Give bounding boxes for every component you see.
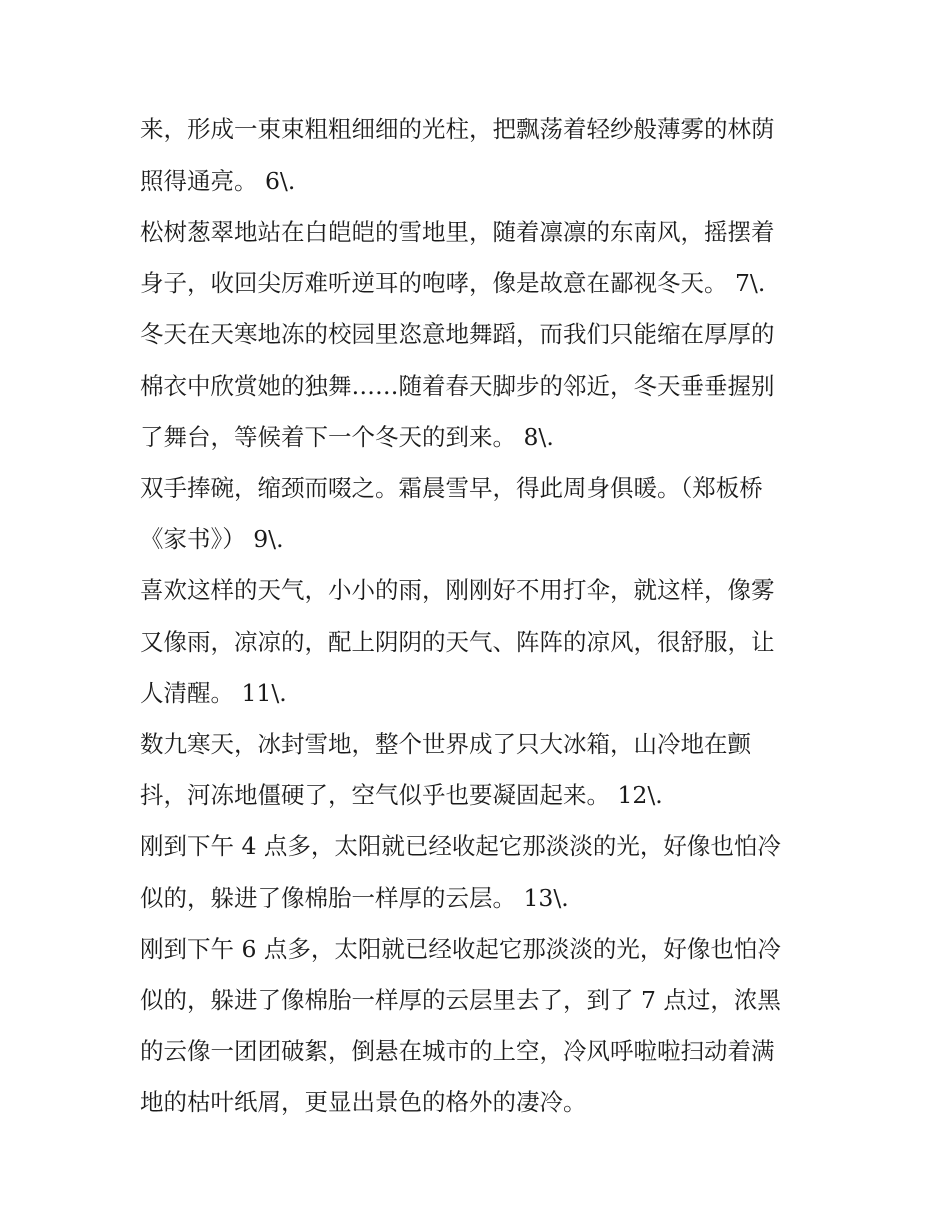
text-line: 冬天在天寒地冻的校园里恣意地舞蹈，而我们只能缩在厚厚的	[140, 320, 775, 348]
text-line: 刚到下午 4 点多，太阳就已经收起它那淡淡的光，好像也怕冷	[140, 832, 781, 860]
text-line: 抖，河冻地僵硬了，空气似乎也要凝固起来。 12\.	[140, 781, 663, 809]
text-line: 地的枯叶纸屑，更显出景色的格外的凄冷。	[140, 1088, 587, 1116]
text-line: 似的，躲进了像棉胎一样厚的云层。 13\.	[140, 884, 569, 912]
text-line: 数九寒天，冰封雪地，整个世界成了只大冰箱，山冷地在颤	[140, 730, 751, 758]
text-line: 松树葱翠地站在白皑皑的雪地里，随着凛凛的东南风，摇摆着	[140, 218, 775, 246]
text-line: 双手捧碗，缩颈而啜之。霜晨雪早，得此周身俱暖。（郑板桥	[140, 474, 763, 502]
text-line: 又像雨，凉凉的，配上阴阴的天气、阵阵的凉风，很舒服，让	[140, 628, 775, 656]
text-line: 来，形成一束束粗粗细细的光柱，把飘荡着轻纱般薄雾的林荫	[140, 115, 775, 143]
text-line: 《家书》） 9\.	[140, 525, 284, 553]
text-line: 人清醒。 11\.	[140, 679, 287, 707]
text-line: 的云像一团团破絮，倒悬在城市的上空，冷风呼啦啦扫动着满	[140, 1037, 775, 1065]
text-line: 似的，躲进了像棉胎一样厚的云层里去了，到了 7 点过，浓黑	[140, 986, 781, 1014]
text-line: 身子，收回尖厉难听逆耳的咆哮，像是故意在鄙视冬天。 7\.	[140, 269, 766, 297]
text-line: 照得通亮。 6\.	[140, 167, 296, 195]
text-line: 刚到下午 6 点多，太阳就已经收起它那淡淡的光，好像也怕冷	[140, 935, 781, 963]
text-line: 喜欢这样的天气，小小的雨，刚刚好不用打伞，就这样，像雾	[140, 576, 775, 604]
text-line: 了舞台，等候着下一个冬天的到来。 8\.	[140, 423, 554, 451]
text-line: 棉衣中欣赏她的独舞……随着春天脚步的邻近，冬天垂垂握别	[140, 372, 775, 400]
